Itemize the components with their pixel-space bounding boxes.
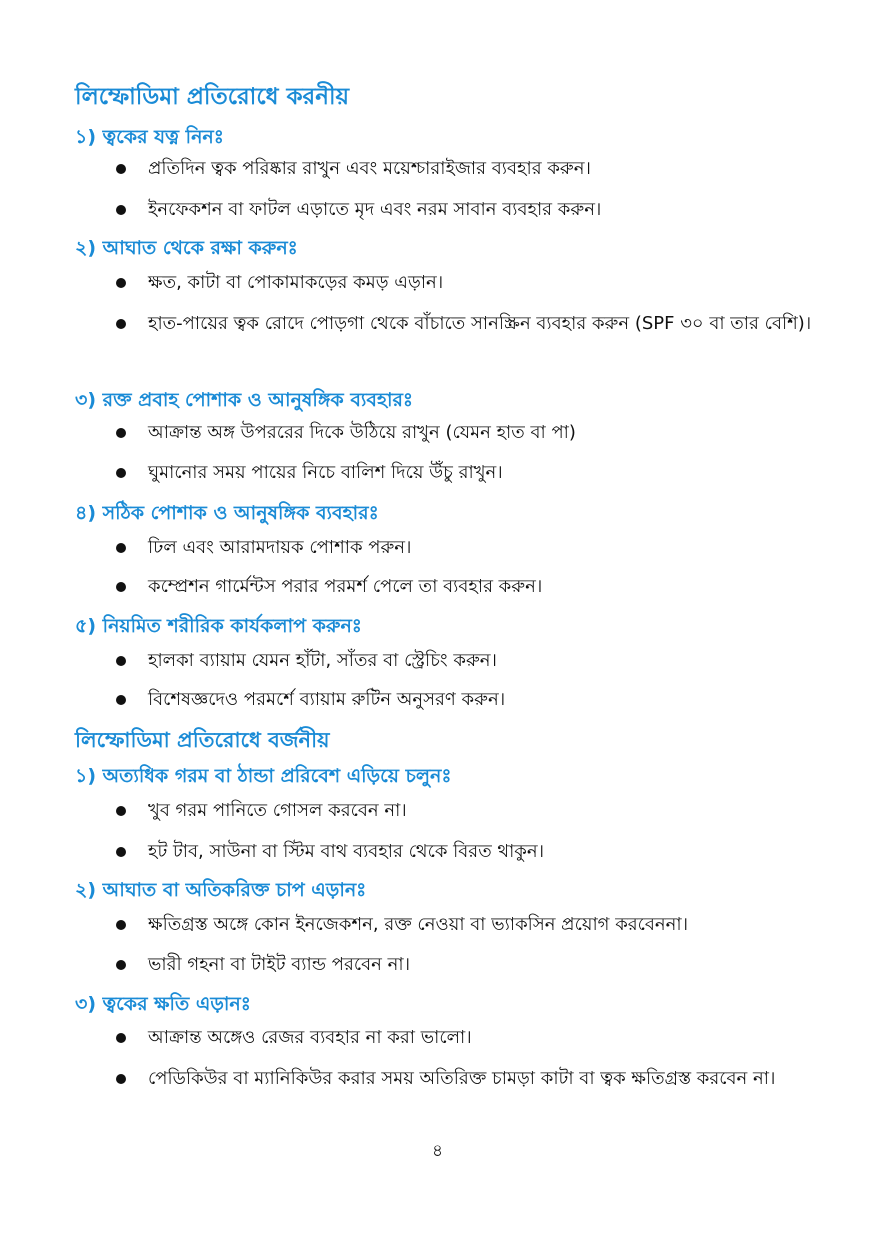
bullet-icon [116,428,126,438]
list-item: হালকা ব্যায়াম যেমন হাঁটা, সাঁতর বা স্ট্রেচিং করুন। [112,642,812,680]
list-item: আক্রান্ত অঙ্গ উপররের দিকে উঠিয়ে রাখুন (যেমন হাত বা পা) [112,414,812,452]
list-item: ভারী গহনা বা টাইট ব্যান্ড পরবেন না। [112,946,812,984]
do-group-3-heading: ৩) রক্ত প্রবাহ পোশাক ও আনুষঙ্গিক ব্যবহারঃ [75,389,414,411]
bullet-icon [116,468,126,478]
bullet-icon [116,164,126,174]
bullet-icon [116,695,126,705]
list-item: ক্ষতিগ্রস্ত অঙ্গে কোন ইনজেকশন, রক্ত নেওয়া বা ভ্যাকসিন প্রয়োগ করবেননা। [112,906,812,944]
dont-group-3-heading: ৩) ত্বকের ক্ষতি এড়ানঃ [75,993,251,1015]
list-item: বিশেষজ্ঞদেও পরমর্শে ব্যায়াম রুটিন অনুসরণ করুন। [112,681,812,719]
bullet-icon [116,920,126,930]
list-item: ক্ষত, কাটা বা পোকামাকড়ের কমড় এড়ান। [112,264,812,302]
list-item: খুব গরম পানিতে গোসল করবেন না। [112,792,812,830]
list-item: পেডিকিউর বা ম্যানিকিউর করার সময় অতিরিক্ত চামড়া কাটা বা ত্বক ক্ষতিগ্রস্ত করবেন না। [112,1060,812,1098]
list-item: হাত-পায়ের ত্বক রোদে পোড়গা থেকে বাঁচাতে সানস্ক্রিন ব্যবহার করুন (SPF ৩০ বা তার বেশি)। [112,305,812,343]
list-item: ঢিল এবং আরামদায়ক পোশাক পরুন। [112,529,812,567]
do-group-4-heading: ৪) সঠিক পোশাক ও আনুষঙ্গিক ব্যবহারঃ [75,502,379,524]
page-number: ৪ [431,1141,444,1161]
do-group-2-heading: ২) আঘাত থেকে রক্ষা করুনঃ [75,237,298,259]
bullet-icon [116,543,126,553]
section-title-do: লিম্ফোডিমা প্রতিরোধে করনীয় [75,84,350,110]
bullet-icon [116,582,126,592]
list-item: আক্রান্ত অঙ্গেও রেজর ব্যবহার না করা ভালো। [112,1019,812,1057]
dont-group-1-heading: ১) অত্যধিক গরম বা ঠান্ডা প্ররিবেশ এড়িয়ে চলুনঃ [75,765,452,787]
do-group-1-heading: ১) ত্বকের যত্ন নিনঃ [75,126,224,148]
bullet-icon [116,205,126,215]
bullet-icon [116,960,126,970]
list-item: ঘুমানোর সময় পায়ের নিচে বালিশ দিয়ে উঁচু রাখুন। [112,454,812,492]
bullet-icon [116,278,126,288]
list-item: প্রতিদিন ত্বক পরিষ্কার রাখুন এবং ময়েশ্চারাইজার ব্যবহার করুন। [112,150,812,188]
section-title-dont: লিম্ফোডিমা প্রতিরোধে বর্জনীয় [75,728,330,752]
do-group-5-heading: ৫) নিয়মিত শরীরিক কার্যকলাপ করুনঃ [75,615,362,637]
list-item: কম্প্রেশন গার্মেন্টস পরার পরমর্শ পেলে তা ব্যবহার করুন। [112,568,812,606]
bullet-icon [116,319,126,329]
bullet-icon [116,1074,126,1084]
bullet-icon [116,847,126,857]
bullet-icon [116,1033,126,1043]
list-item: ইনফেকশন বা ফাটল এড়াতে মৃদ এবং নরম সাবান ব্যবহার করুন। [112,191,812,229]
list-item: হট টাব, সাউনা বা স্টিম বাথ ব্যবহার থেকে বিরত থাকুন। [112,833,812,871]
bullet-icon [116,656,126,666]
bullet-icon [116,806,126,816]
dont-group-2-heading: ২) আঘাত বা অতিকরিক্ত চাপ এড়ানঃ [75,879,367,901]
